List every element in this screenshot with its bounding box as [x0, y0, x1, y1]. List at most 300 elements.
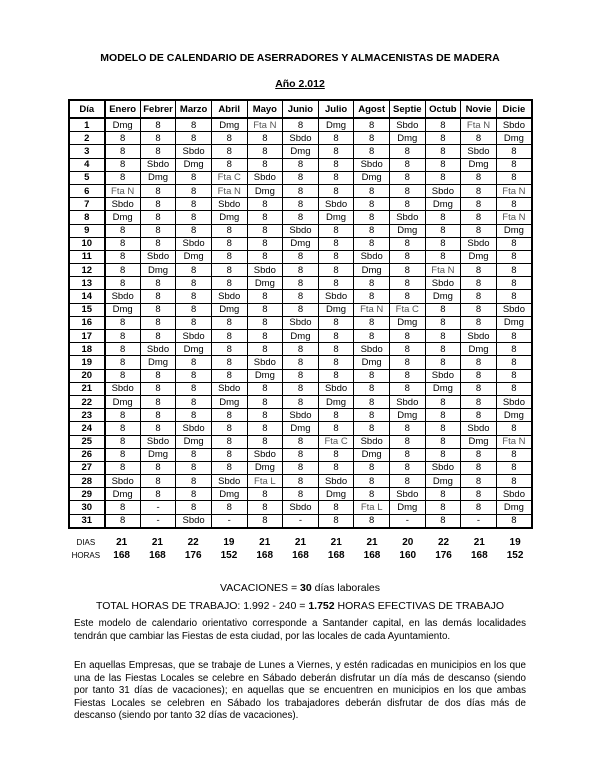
day-cell: Dmg	[211, 118, 247, 132]
day-cell: 8	[176, 303, 212, 316]
total-horas-line	[0, 600, 600, 612]
day-cell: Sbdo	[211, 290, 247, 303]
day-cell: Sbdo	[283, 132, 319, 145]
vacaciones-prefix: VACACIONES =	[219, 582, 301, 594]
day-cell: 8	[247, 330, 283, 343]
horas-value: 168	[363, 550, 381, 561]
day-cell: Dmg	[389, 409, 425, 422]
table-row	[69, 343, 532, 356]
day-cell: 8	[247, 158, 283, 171]
day-cell: 8	[496, 369, 532, 382]
day-cell: Dmg	[105, 488, 141, 501]
day-cell: 8	[211, 250, 247, 263]
day-cell: 8	[105, 158, 141, 171]
day-cell: Sbdo	[318, 475, 354, 488]
day-cell: 8	[389, 145, 425, 158]
day-cell: 8	[140, 184, 176, 197]
day-cell: 8	[283, 118, 319, 132]
day-cell: 8	[425, 422, 461, 435]
horas-value: 160	[399, 550, 417, 561]
day-cell: 8	[283, 448, 319, 461]
day-cell: 8	[211, 356, 247, 369]
day-cell: 8	[496, 330, 532, 343]
day-cell: Fta L	[354, 501, 390, 514]
day-cell: 8	[247, 501, 283, 514]
table-row	[69, 277, 532, 290]
horas-value: 168	[292, 550, 309, 561]
day-cell: Sbdo	[496, 118, 532, 132]
table-row	[69, 501, 532, 514]
day-cell: 8	[354, 118, 390, 132]
day-cell: Sbdo	[176, 145, 212, 158]
day-cell: Dmg	[211, 303, 247, 316]
day-cell: Dmg	[461, 435, 497, 448]
table-row	[69, 461, 532, 474]
day-cell: 8	[105, 514, 141, 528]
day-cell: Sbdo	[318, 198, 354, 211]
table-row	[69, 475, 532, 488]
table-row	[69, 118, 532, 132]
day-cell: 8	[105, 501, 141, 514]
day-cell: 8	[176, 488, 212, 501]
day-number: 28	[69, 475, 105, 488]
day-cell: Dmg	[283, 330, 319, 343]
day-cell: 8	[318, 330, 354, 343]
day-cell: 8	[176, 501, 212, 514]
dias-row	[68, 536, 533, 549]
day-cell: Sbdo	[176, 237, 212, 250]
note-paragraph-1: Este modelo de calendario orientativo corresponde a Santander capital, en las demás localidades tendrán que cambiar las Fiestas de esta ciudad, por las locales de cada Ayuntamiento.	[74, 618, 526, 642]
day-cell: Dmg	[318, 118, 354, 132]
day-cell: Dmg	[496, 501, 532, 514]
table-row	[69, 290, 532, 303]
day-cell: 8	[283, 395, 319, 408]
day-cell: 8	[105, 132, 141, 145]
day-cell: 8	[247, 303, 283, 316]
day-cell: 8	[176, 395, 212, 408]
day-cell: Dmg	[283, 422, 319, 435]
vacaciones-suffix: días laborales	[311, 582, 381, 594]
day-cell: Sbdo	[176, 514, 212, 528]
day-cell: 8	[211, 264, 247, 277]
day-cell: Sbdo	[105, 198, 141, 211]
day-number: 30	[69, 501, 105, 514]
day-cell: 8	[176, 461, 212, 474]
day-cell: 8	[140, 395, 176, 408]
day-cell: Dmg	[425, 475, 461, 488]
month-header: Julio	[318, 100, 354, 118]
day-cell: Sbdo	[425, 277, 461, 290]
day-cell: 8	[140, 198, 176, 211]
day-cell: Dmg	[105, 211, 141, 224]
day-number: 19	[69, 356, 105, 369]
day-cell: 8	[140, 369, 176, 382]
table-row	[69, 422, 532, 435]
day-cell: 8	[211, 435, 247, 448]
day-cell: Dmg	[496, 409, 532, 422]
day-cell: 8	[496, 264, 532, 277]
day-cell: 8	[247, 409, 283, 422]
day-cell: 8	[461, 475, 497, 488]
day-cell: 8	[176, 369, 212, 382]
day-number: 25	[69, 435, 105, 448]
day-cell: 8	[211, 145, 247, 158]
day-number: 13	[69, 277, 105, 290]
day-cell: Sbdo	[389, 395, 425, 408]
day-cell: 8	[496, 382, 532, 395]
day-cell: Dmg	[211, 488, 247, 501]
day-cell: Sbdo	[496, 303, 532, 316]
day-cell: 8	[461, 290, 497, 303]
day-cell: Dmg	[354, 448, 390, 461]
day-cell: 8	[283, 211, 319, 224]
day-cell: 8	[176, 409, 212, 422]
day-cell: 8	[389, 237, 425, 250]
day-cell: 8	[247, 250, 283, 263]
day-cell: 8	[461, 184, 497, 197]
table-row	[69, 395, 532, 408]
day-cell: Sbdo	[318, 290, 354, 303]
day-cell: Dmg	[318, 488, 354, 501]
day-number: 12	[69, 264, 105, 277]
day-cell: 8	[247, 132, 283, 145]
month-header: Junio	[283, 100, 319, 118]
day-cell: 8	[354, 382, 390, 395]
day-cell: Dmg	[140, 448, 176, 461]
day-cell: Dmg	[496, 224, 532, 237]
day-cell: 8	[105, 224, 141, 237]
day-cell: 8	[140, 330, 176, 343]
day-cell: Dmg	[318, 303, 354, 316]
day-cell: Sbdo	[354, 158, 390, 171]
horas-label: HORAS	[71, 551, 101, 560]
day-number: 29	[69, 488, 105, 501]
day-number: 6	[69, 184, 105, 197]
day-number: 1	[69, 118, 105, 132]
day-number: 7	[69, 198, 105, 211]
day-cell: 8	[176, 118, 212, 132]
day-cell: 8	[389, 435, 425, 448]
table-row	[69, 132, 532, 145]
day-cell: Sbdo	[496, 395, 532, 408]
day-cell: 8	[211, 343, 247, 356]
day-cell: Sbdo	[140, 250, 176, 263]
day-cell: Sbdo	[140, 343, 176, 356]
day-cell: 8	[354, 461, 390, 474]
day-cell: -	[140, 514, 176, 528]
day-cell: Fta N	[247, 118, 283, 132]
day-cell: Sbdo	[461, 422, 497, 435]
day-cell: 8	[318, 343, 354, 356]
day-cell: 8	[318, 356, 354, 369]
day-cell: 8	[354, 237, 390, 250]
day-cell: 8	[247, 382, 283, 395]
day-cell: 8	[496, 171, 532, 184]
day-cell: Fta C	[318, 435, 354, 448]
vacaciones-line	[0, 582, 600, 594]
day-cell: Fta N	[496, 435, 532, 448]
day-cell: 8	[496, 237, 532, 250]
day-cell: 8	[318, 224, 354, 237]
dias-value: 21	[366, 537, 378, 548]
day-cell: 8	[247, 290, 283, 303]
day-cell: 8	[105, 422, 141, 435]
day-cell: 8	[140, 145, 176, 158]
day-cell: 8	[176, 171, 212, 184]
day-cell: 8	[354, 395, 390, 408]
day-cell: 8	[425, 211, 461, 224]
day-cell: Dmg	[318, 395, 354, 408]
table-row	[69, 198, 532, 211]
day-cell: 8	[140, 277, 176, 290]
day-cell: Sbdo	[283, 316, 319, 329]
day-cell: 8	[461, 224, 497, 237]
day-cell: 8	[140, 303, 176, 316]
day-cell: Dmg	[425, 382, 461, 395]
day-cell: Sbdo	[140, 435, 176, 448]
day-number: 8	[69, 211, 105, 224]
day-cell: 8	[140, 290, 176, 303]
day-cell: 8	[105, 448, 141, 461]
day-cell: Dmg	[140, 264, 176, 277]
day-cell: 8	[496, 448, 532, 461]
day-cell: -	[461, 514, 497, 528]
day-cell: Sbdo	[461, 330, 497, 343]
day-cell: Fta C	[389, 303, 425, 316]
day-cell: 8	[283, 356, 319, 369]
day-cell: Sbdo	[389, 118, 425, 132]
day-cell: 8	[354, 184, 390, 197]
horas-row	[68, 549, 533, 562]
month-header: Mayo	[247, 100, 283, 118]
day-cell: 8	[425, 171, 461, 184]
dias-value: 21	[151, 537, 163, 548]
day-cell: 8	[354, 475, 390, 488]
day-cell: Sbdo	[283, 409, 319, 422]
day-cell: 8	[461, 171, 497, 184]
day-cell: 8	[389, 382, 425, 395]
table-row	[69, 330, 532, 343]
day-cell: 8	[211, 158, 247, 171]
calendar-table	[68, 99, 533, 529]
day-cell: 8	[425, 250, 461, 263]
day-cell: 8	[461, 277, 497, 290]
day-cell: Dmg	[354, 171, 390, 184]
dias-value: 19	[509, 537, 521, 548]
table-row	[69, 171, 532, 184]
day-cell: Dmg	[176, 343, 212, 356]
day-cell: 8	[354, 422, 390, 435]
day-cell: 8	[425, 343, 461, 356]
horas-value: 168	[149, 550, 166, 561]
day-cell: 8	[105, 343, 141, 356]
day-cell: 8	[389, 461, 425, 474]
day-number: 10	[69, 237, 105, 250]
day-cell: 8	[176, 475, 212, 488]
day-cell: Dmg	[211, 211, 247, 224]
day-cell: 8	[496, 514, 532, 528]
day-cell: 8	[176, 316, 212, 329]
day-number: 18	[69, 343, 105, 356]
day-cell: Sbdo	[425, 461, 461, 474]
day-cell: 8	[389, 277, 425, 290]
month-header: Octub	[425, 100, 461, 118]
day-cell: 8	[496, 158, 532, 171]
day-cell: 8	[283, 290, 319, 303]
day-cell: 8	[425, 514, 461, 528]
day-cell: 8	[389, 343, 425, 356]
day-cell: 8	[176, 132, 212, 145]
day-cell: 8	[461, 448, 497, 461]
dias-value: 21	[330, 537, 342, 548]
day-cell: 8	[283, 184, 319, 197]
day-cell: Sbdo	[354, 435, 390, 448]
day-cell: 8	[425, 330, 461, 343]
day-cell: Fta C	[211, 171, 247, 184]
day-cell: -	[283, 514, 319, 528]
day-cell: 8	[354, 409, 390, 422]
day-cell: Dmg	[354, 264, 390, 277]
horas-value: 176	[184, 550, 202, 561]
day-cell: 8	[496, 277, 532, 290]
day-cell: 8	[354, 290, 390, 303]
month-header: Enero	[105, 100, 141, 118]
day-number: 26	[69, 448, 105, 461]
day-cell: 8	[140, 475, 176, 488]
day-cell: Dmg	[425, 198, 461, 211]
day-cell: 8	[211, 422, 247, 435]
day-cell: 8	[140, 118, 176, 132]
day-cell: 8	[140, 488, 176, 501]
day-cell: Dmg	[105, 395, 141, 408]
day-cell: 8	[389, 264, 425, 277]
day-cell: 8	[283, 277, 319, 290]
day-cell: 8	[140, 316, 176, 329]
day-cell: 8	[105, 264, 141, 277]
month-header: Marzo	[176, 100, 212, 118]
dias-value: 21	[294, 537, 307, 548]
day-cell: 8	[318, 158, 354, 171]
day-cell: Dmg	[105, 303, 141, 316]
day-cell: 8	[496, 343, 532, 356]
day-cell: Sbdo	[247, 264, 283, 277]
day-cell: 8	[461, 211, 497, 224]
day-number: 9	[69, 224, 105, 237]
dias-value: 21	[473, 537, 485, 548]
day-cell: 8	[496, 198, 532, 211]
table-row	[69, 382, 532, 395]
day-cell: Fta N	[461, 118, 497, 132]
table-row	[69, 369, 532, 382]
day-cell: 8	[211, 237, 247, 250]
day-cell: Dmg	[176, 435, 212, 448]
horas-value: 168	[470, 550, 488, 561]
day-cell: 8	[283, 435, 319, 448]
day-cell: Fta N	[354, 303, 390, 316]
day-cell: Sbdo	[283, 224, 319, 237]
day-cell: Dmg	[247, 184, 283, 197]
day-cell: 8	[496, 250, 532, 263]
day-cell: Dmg	[176, 158, 212, 171]
day-cell: Dmg	[247, 277, 283, 290]
year-heading: Año 2.012	[275, 78, 325, 90]
day-number: 31	[69, 514, 105, 528]
day-cell: 8	[496, 356, 532, 369]
day-cell: 8	[318, 369, 354, 382]
day-cell: 8	[318, 409, 354, 422]
day-number: 22	[69, 395, 105, 408]
horas-value: 168	[256, 550, 274, 561]
day-cell: 8	[176, 198, 212, 211]
day-cell: 8	[425, 132, 461, 145]
month-header: Novie	[461, 100, 497, 118]
month-header: Dicie	[496, 100, 532, 118]
day-cell: 8	[354, 330, 390, 343]
table-row	[69, 488, 532, 501]
day-cell: 8	[425, 316, 461, 329]
day-cell: Sbdo	[140, 158, 176, 171]
day-cell: 8	[461, 501, 497, 514]
day-cell: Fta N	[105, 184, 141, 197]
day-cell: Sbdo	[247, 171, 283, 184]
day-cell: -	[140, 501, 176, 514]
day-cell: Sbdo	[318, 382, 354, 395]
day-cell: 8	[105, 435, 141, 448]
header-row	[69, 100, 532, 118]
day-cell: 8	[105, 277, 141, 290]
day-cell: Dmg	[461, 158, 497, 171]
day-cell: 8	[318, 171, 354, 184]
calendar-body	[69, 118, 532, 528]
day-cell: Dmg	[496, 316, 532, 329]
day-cell: 8	[461, 356, 497, 369]
day-cell: 8	[318, 184, 354, 197]
day-cell: 8	[425, 435, 461, 448]
day-cell: Fta N	[211, 184, 247, 197]
horas-value: 168	[327, 550, 345, 561]
day-cell: 8	[247, 316, 283, 329]
day-cell: 8	[425, 145, 461, 158]
day-cell: 8	[211, 461, 247, 474]
day-cell: 8	[283, 171, 319, 184]
day-cell: 8	[318, 448, 354, 461]
day-cell: 8	[389, 198, 425, 211]
day-cell: 8	[461, 369, 497, 382]
totals-table	[68, 536, 533, 562]
day-cell: 8	[496, 475, 532, 488]
day-cell: 8	[389, 422, 425, 435]
day-column-header: Día	[69, 100, 105, 118]
day-cell: 8	[176, 448, 212, 461]
day-cell: 8	[211, 330, 247, 343]
day-cell: 8	[283, 250, 319, 263]
day-cell: 8	[211, 448, 247, 461]
day-cell: 8	[318, 501, 354, 514]
day-cell: 8	[140, 461, 176, 474]
table-row	[69, 264, 532, 277]
day-cell: 8	[176, 211, 212, 224]
day-cell: 8	[211, 369, 247, 382]
horas-value: 152	[220, 550, 238, 561]
day-cell: Sbdo	[176, 330, 212, 343]
dias-label: DIAS	[76, 538, 96, 547]
day-cell: Dmg	[496, 132, 532, 145]
day-cell: 8	[496, 145, 532, 158]
day-cell: 8	[461, 132, 497, 145]
day-cell: 8	[176, 277, 212, 290]
day-cell: 8	[105, 461, 141, 474]
day-cell: 8	[389, 290, 425, 303]
